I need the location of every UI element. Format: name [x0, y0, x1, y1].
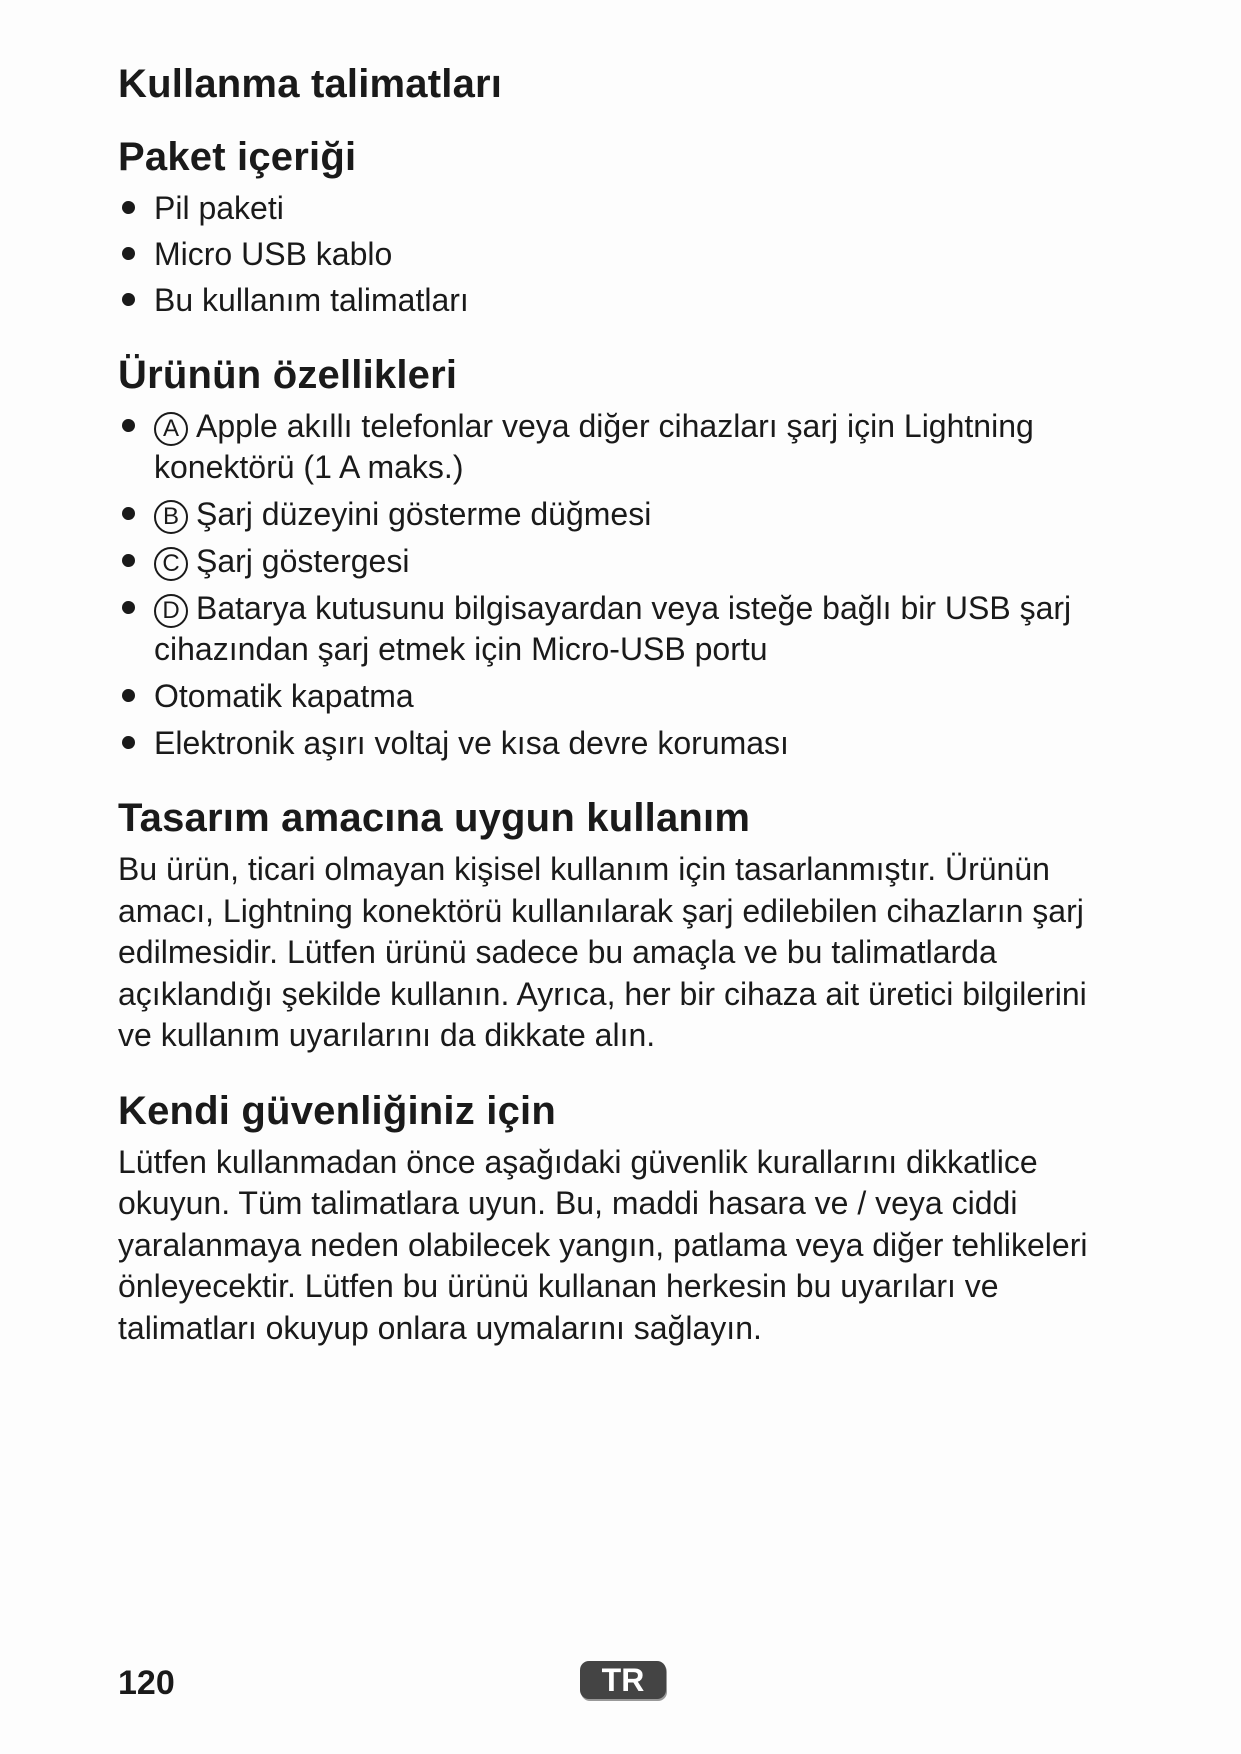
bullet-icon: [122, 689, 135, 702]
list-item: Pil paketi: [118, 188, 1128, 229]
package-heading: Paket içeriği: [118, 135, 357, 179]
list-item: C Şarj göstergesi: [118, 541, 1128, 582]
intended-use-section: [118, 796, 1128, 1057]
bullet-icon: [122, 736, 135, 749]
marker-d-icon: D: [154, 594, 188, 628]
bullet-icon: [122, 293, 135, 306]
list-item: Bu kullanım talimatları: [118, 280, 1128, 321]
package-section: [118, 135, 1128, 321]
page-content: [118, 62, 1128, 1381]
list-item: A Apple akıllı telefonlar veya diğer cihazları şarj için Lightning konektörü (1 A maks.): [118, 406, 1128, 488]
page-title: Kullanma talimatları: [118, 62, 503, 106]
bullet-icon: [122, 201, 135, 214]
language-badge: TR: [580, 1661, 666, 1699]
list-item: Elektronik aşırı voltaj ve kısa devre koruması: [118, 723, 1128, 764]
bullet-icon: [122, 601, 135, 614]
package-list: [118, 188, 1128, 321]
bullet-icon: [122, 507, 135, 520]
marker-a-icon: A: [154, 412, 188, 446]
bullet-icon: [122, 554, 135, 567]
marker-b-icon: B: [154, 500, 188, 534]
intended-use-paragraph: Bu ürün, ticari olmayan kişisel kullanım için tasarlanmıştır. Ürünün amacı, Lightning konektörü kullanılarak şarj edilebilen cihazların şarj edilmesidir. Lütfen ürünü sadece bu amaçla ve bu talimatlarda açıklandığı şekilde kullanın. Ayrıca, her bir cihaza ait üretici bilgilerini ve kullanım uyarılarını da dikkate alın.: [118, 851, 1087, 1053]
safety-paragraph: Lütfen kullanmadan önce aşağıdaki güvenlik kurallarını dikkatlice okuyun. Tüm talimatlara uyun. Bu, maddi hasara ve / veya ciddi yaralanmaya neden olabilecek yangın, patlama veya diğer tehlikeleri önleyecektir. Lütfen bu ürünü kullanan herkesin bu uyarıları ve talimatları okuyup onlara uymalarını sağlayın.: [118, 1143, 1088, 1346]
safety-section: [118, 1089, 1128, 1350]
features-list: [118, 406, 1128, 764]
bullet-icon: [122, 247, 135, 260]
features-section: [118, 353, 1128, 764]
bullet-icon: [122, 419, 135, 432]
intended-use-heading: Tasarım amacına uygun kullanım: [118, 796, 751, 840]
list-item: Otomatik kapatma: [118, 676, 1128, 717]
marker-c-icon: C: [154, 547, 188, 581]
features-heading: Ürünün özellikleri: [118, 353, 458, 397]
list-item: D Batarya kutusunu bilgisayardan veya isteğe bağlı bir USB şarj cihazından şarj etmek için Micro-USB portu: [118, 588, 1128, 670]
list-item: B Şarj düzeyini gösterme düğmesi: [118, 494, 1128, 535]
safety-heading: Kendi güvenliğiniz için: [118, 1088, 556, 1133]
page-number: 120: [118, 1664, 175, 1702]
list-item: Micro USB kablo: [118, 234, 1128, 275]
